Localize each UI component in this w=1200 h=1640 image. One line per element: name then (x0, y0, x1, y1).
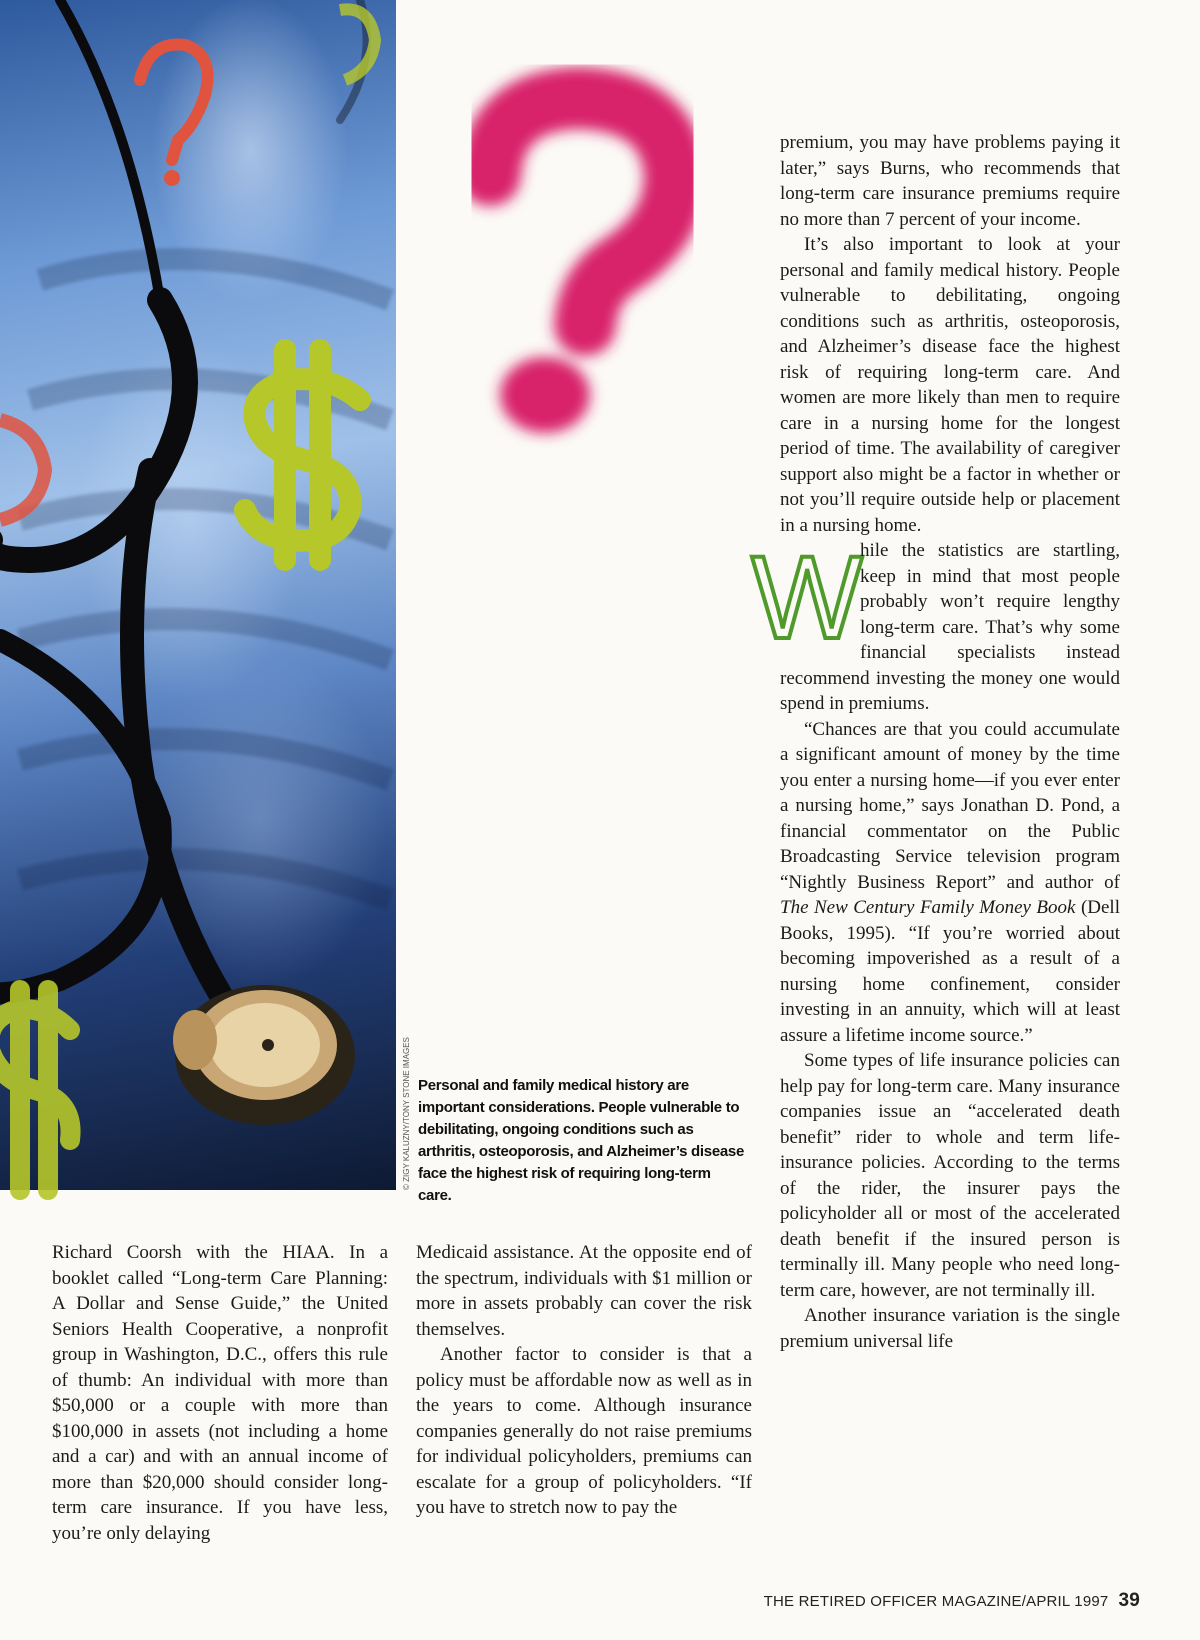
book-title: The New Century Family Money Book (780, 897, 1076, 918)
xray-ribs (20, 259, 390, 900)
photo-caption: Personal and family medical history are important considerations. People vulnerable to debilitating, ongoing conditions such as arthritis, osteoporosis, and Alzheimer’s disease face the highest risk of requiring long-term care. (418, 1077, 744, 1204)
photo-credit: © ZIGY KALUZNY/TONY STONE IMAGES (402, 1037, 411, 1190)
dollar-sign-top-fragment (340, 9, 375, 80)
paragraph: Some types of life insurance policies can help pay for long-term care. Many insurance companies issue an “accelerated death benefit” rider to whole and term life-insurance policies. According to the terms of the rider, the insurer pays the policyholder all or most of the accelerated death benefit if the insured person is terminally ill. Many people who need long-term care, however, are not terminally ill. (780, 1050, 1120, 1301)
paragraph: “Chances are that you could accumulate a significant amount of money by the time you enter a nursing home—if you ever enter a nursing home,” says Jonathan D. Pond, a financial commentator on the Public Broadcasting Service television program “Nightly Business Report” and author of The New Century Family Money Book (Dell Books, 1995). “If you’re worried about becoming impoverished as a result of a nursing home confinement, consider investing in an annuity, which will at least assure a lifetime income source.” (780, 718, 1120, 1046)
coral-question-mark-icon (140, 44, 208, 160)
article-column-left (52, 1240, 388, 1546)
svg-text:W: W (751, 532, 863, 664)
article-column-right (751, 130, 1120, 1354)
dollar-sign-icon (245, 350, 360, 560)
paragraph: Medicaid assistance. At the opposite end of the spectrum, individuals with $1 million or more in assets probably can cover the risk themselves. (416, 1242, 752, 1340)
paragraph: Richard Coorsh with the HIAA. In a booklet called “Long-term Care Planning: A Dollar and Sense Guide,” the United Seniors Health Cooperative, a nonprofit group in Washington, D.C., offers this rule of thumb: An individual with more than $50,000 or a couple with more than $100,000 in assets (not including a home and a car) and with an annual income of more than $20,000 should consider long-term care insurance. If you have less, you’re only delaying (52, 1242, 388, 1544)
coral-question-dot (164, 170, 180, 186)
paragraph: It’s also important to look at your personal and family medical history. People vulnerable to debilitating, ongoing conditions such as arthritis, osteoporosis, and Alzheimer’s disease face the highest risk of requiring long-term care. And women are more likely than men to require care in a nursing home for the longest period of time. The availability of caregiver support also might be a factor in whether or not you’ll require outside help or placement in a nursing home. (780, 234, 1120, 536)
coral-symbol-fragment (0, 420, 45, 520)
publication-line: THE RETIRED OFFICER MAGAZINE/APRIL 1997 (763, 1593, 1109, 1610)
dropcap-paragraph (751, 532, 1120, 717)
paragraph: Another factor to consider is that a policy must be affordable now as well as in the years to come. Although insurance companies generally do not raise premiums for individual policyholders, premiums can escalate for a group of policyholders. “If you have to stretch now to pay the (416, 1344, 752, 1518)
magenta-question-mark-icon (470, 80, 710, 450)
dropcap-letter (751, 532, 863, 664)
page-footer (764, 1590, 1140, 1612)
photo-illustration (0, 0, 396, 1190)
dollar-sign-bottom-icon (0, 990, 71, 1190)
page-number: 39 (1118, 1590, 1140, 1611)
paragraph: Another insurance variation is the single premium universal life (780, 1305, 1120, 1352)
paragraph: premium, you may have problems paying it later,” says Burns, who recommends that long-term care insurance premiums require no more than 7 percent of your income. (780, 132, 1120, 230)
paragraph: hile the statistics are startling, keep in mind that most people probably won’t require lengthy long-term care. That’s why some financial specialists instead recommend investing the money one would spend in premiums. (780, 540, 1120, 714)
stethoscope-chestpiece (173, 985, 355, 1125)
article-column-middle (416, 1240, 752, 1521)
stethoscope-xray-photo (0, 0, 396, 1190)
